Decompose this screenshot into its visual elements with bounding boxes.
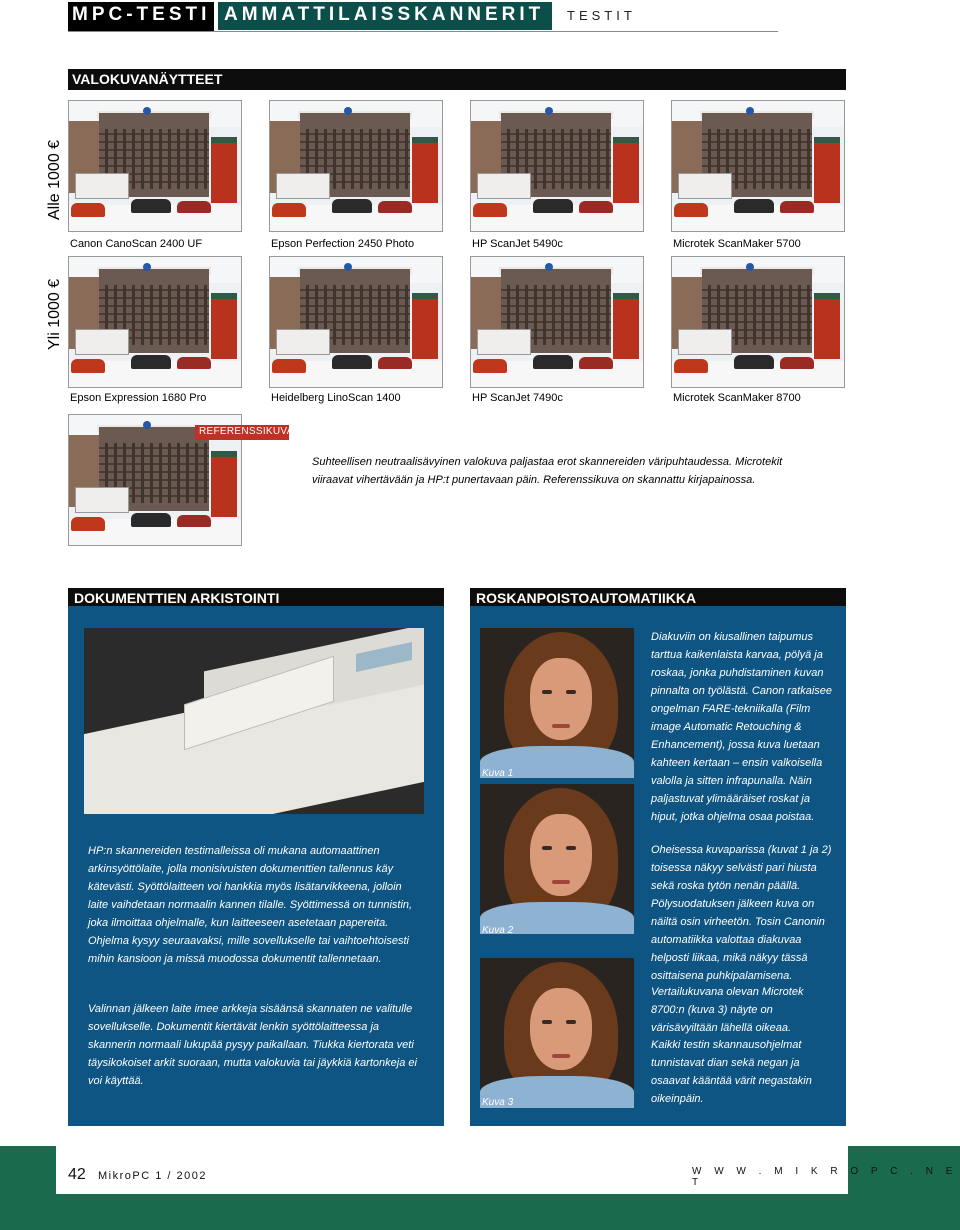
face-label-2: Kuva 2 xyxy=(482,925,514,936)
scanner-photo xyxy=(84,628,424,814)
dust-title: ROSKANPOISTOAUTOMATIIKKA xyxy=(470,588,846,609)
dust-paragraph-2: Oheisessa kuvaparissa (kuvat 1 ja 2) toisessa näkyy selvästi pari hiusta sekä roska tytön nenän päällä. Pölysuodatuksen jälkeen kuva on näiltä osin virheetön. Tosin Canonin automatiikka valottaa diakuvaa helposti liikaa, mikä näkyy tässä osittaisena puhkipalamisena. xyxy=(651,844,832,982)
header-section: MPC-TESTI xyxy=(72,4,211,25)
sample-photo-hp-5490c xyxy=(470,100,644,232)
caption-row2-1: Epson Expression 1680 Pro xyxy=(70,392,207,404)
magazine-url: W W W . M I K R O P C . N E T xyxy=(692,1166,958,1188)
caption-row1-4: Microtek ScanMaker 5700 xyxy=(673,238,801,250)
page-number: 42 xyxy=(68,1166,86,1183)
over-1000-label: Yli 1000 € xyxy=(46,278,63,350)
magazine-issue: MikroPC 1 / 2002 xyxy=(98,1170,207,1182)
documents-paragraph-2: Valinnan jälkeen laite imee arkkeja sisäänsä skannaten ne valitulle sovellukselle. Dokumentit kiertävät lenkin syöttölaitteessa ja skannerin normaali lukupää pysyy paikallaan. Tiukka kiertorata veti täysikokoiset arkit suoraan, mutta valokuvia tai jäykkiä kartonkeja ei voi käyttää. xyxy=(88,1003,417,1087)
documents-paragraph-1: HP:n skannereiden testimalleissa oli mukana automaattinen arkinsyöttölaite, jolla monisivuisten dokumenttien tallennus käy kätevästi. Syöttölaitteen voi hankkia myös lisätarvikkeena, jolloin laite vaihdetaan normaalin kannen tilalle. Syöttimessä on tunnistin, joka ilmoittaa ohjelmalle, kun laitteeseen asetetaan papereita. Ohjelma kysyy seuraavaksi, mille sovellukselle tai vaihtoehtoisesti mihin kansioon ja missä muodossa dokumentit tallennetaan. xyxy=(88,845,413,965)
face-photo-1 xyxy=(480,628,634,778)
dust-paragraph-3: Vertailukuvana olevan Microtek 8700:n (kuva 3) näyte on värisävyiltään lähellä oikeaa. xyxy=(651,986,804,1034)
caption-row1-3: HP ScanJet 5490c xyxy=(472,238,563,250)
header-title: AMMATTILAISSKANNERIT xyxy=(224,4,545,25)
caption-row2-2: Heidelberg LinoScan 1400 xyxy=(271,392,401,404)
reference-tag: REFERENSSIKUVA xyxy=(195,425,289,440)
face-label-3: Kuva 3 xyxy=(482,1097,514,1108)
header-rule xyxy=(68,31,778,32)
sample-photo-epson-2450 xyxy=(269,100,443,232)
face-label-1: Kuva 1 xyxy=(482,768,514,779)
sample-photo-canon-2400 xyxy=(68,100,242,232)
header-category: TESTIT xyxy=(567,8,636,23)
caption-row2-4: Microtek ScanMaker 8700 xyxy=(673,392,801,404)
sample-photo-microtek-5700 xyxy=(671,100,845,232)
sample-photo-epson-1680 xyxy=(68,256,242,388)
under-1000-label: Alle 1000 € xyxy=(46,139,63,220)
caption-row1-1: Canon CanoScan 2400 UF xyxy=(70,238,203,250)
face-photo-2 xyxy=(480,784,634,934)
sample-photo-heidelberg-1400 xyxy=(269,256,443,388)
reference-caption: Suhteellisen neutraalisävyinen valokuva paljastaa erot skannereiden väripuhtaudessa. Microtekit viiraavat vihertävään ja HP:t punertavaan päin. Referenssikuva on skannattu kirjapainossa. xyxy=(312,456,783,486)
caption-row1-2: Epson Perfection 2450 Photo xyxy=(271,238,415,250)
caption-row2-3: HP ScanJet 7490c xyxy=(472,392,563,404)
face-photo-3 xyxy=(480,958,634,1108)
documents-title: DOKUMENTTIEN ARKISTOINTI xyxy=(68,588,444,609)
samples-title: VALOKUVANÄYTTEET xyxy=(68,69,846,90)
dust-paragraph-1: Diakuviin on kiusallinen taipumus tarttua kaikenlaista karvaa, pölyä ja roskaa, jonka puhdistaminen kuvan pinnalta on työlästä. Canon ratkaisee ongelman FARE-tekniikalla (Film image Automatic Retouching & Enhancement), jossa kuva luetaan kahteen kertaan – ensin valkoisella valolla ja sitten infrapunalla. Näin paljastuvat ylimääräiset roskat ja hiput, jotka ohjelma osaa poistaa. xyxy=(651,631,833,823)
sample-photo-microtek-8700 xyxy=(671,256,845,388)
sample-photo-hp-7490c xyxy=(470,256,644,388)
dust-paragraph-4: Kaikki testin skannausohjelmat tunnistavat dian sekä negan ja osaavat kääntää värit negastakin oikeinpäin. xyxy=(651,1039,812,1105)
